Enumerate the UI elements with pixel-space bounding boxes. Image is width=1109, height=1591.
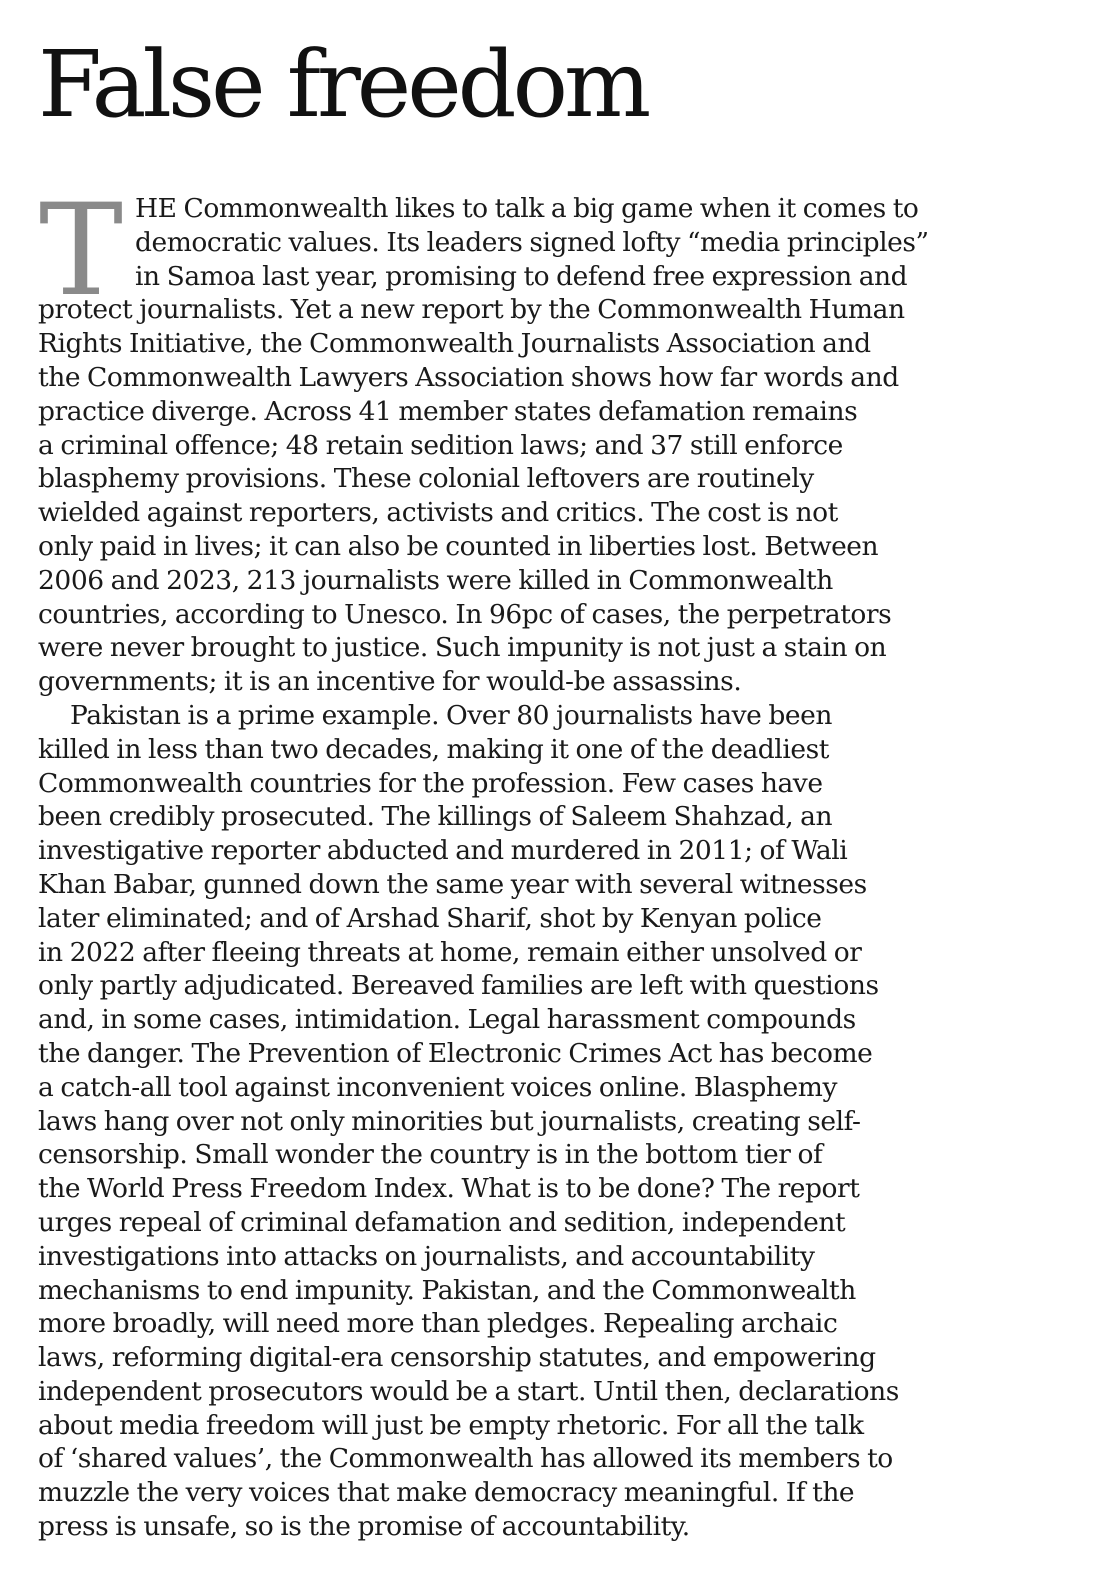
article-body xyxy=(38,177,1078,1544)
body-line: democratic values. Its leaders signed lofty “media principles” xyxy=(135,226,929,258)
body-line: muzzle the very voices that make democracy meaningful. If the xyxy=(38,1477,855,1509)
body-line: practice diverge. Across 41 member states defamation remains xyxy=(38,395,858,427)
body-line: mechanisms to end impunity. Pakistan, and the Commonwealth xyxy=(38,1274,856,1306)
body-line: press is unsafe, so is the promise of accountability. xyxy=(38,1511,690,1543)
body-line: Khan Babar, gunned down the same year with several witnesses xyxy=(38,868,867,900)
body-line: killed in less than two decades, making it one of the deadliest xyxy=(38,733,829,765)
drop-cap: T xyxy=(38,177,124,324)
body-line: blasphemy provisions. These colonial leftovers are routinely xyxy=(38,463,814,495)
body-line: a criminal offence; 48 retain sedition laws; and 37 still enforce xyxy=(38,429,843,461)
body-line: countries, according to Unesco. In 96pc of cases, the perpetrators xyxy=(38,598,892,630)
body-line: protect journalists. Yet a new report by the Commonwealth Human xyxy=(38,294,905,326)
body-line: were never brought to justice. Such impunity is not just a stain on xyxy=(38,632,887,664)
body-line: a catch-all tool against inconvenient voices online. Blasphemy xyxy=(38,1071,837,1103)
headline: False freedom xyxy=(38,31,648,138)
body-line: independent prosecutors would be a start. Until then, declarations xyxy=(38,1375,899,1407)
body-line: in Samoa last year, promising to defend free expression and xyxy=(135,260,908,292)
body-line: urges repeal of criminal defamation and sedition, independent xyxy=(38,1206,846,1238)
body-line: governments; it is an incentive for would-be assassins. xyxy=(38,666,742,698)
body-line: more broadly, will need more than pledges. Repealing archaic xyxy=(38,1308,838,1340)
body-line: in 2022 after fleeing threats at home, remain either unsolved or xyxy=(38,936,862,968)
body-line: the World Press Freedom Index. What is to be done? The report xyxy=(38,1173,860,1205)
body-line: of ‘shared values’, the Commonwealth has allowed its members to xyxy=(38,1443,893,1475)
body-line: Pakistan is a prime example. Over 80 journalists have been xyxy=(70,699,832,731)
body-line: censorship. Small wonder the country is in the bottom tier of xyxy=(38,1139,823,1171)
body-line: laws hang over not only minorities but journalists, creating self- xyxy=(38,1105,861,1137)
body-line: about media freedom will just be empty rhetoric. For all the talk xyxy=(38,1409,864,1441)
body-line: Rights Initiative, the Commonwealth Journalists Association and xyxy=(38,328,871,360)
body-line: and, in some cases, intimidation. Legal harassment compounds xyxy=(38,1004,856,1036)
body-line: investigations into attacks on journalists, and accountability xyxy=(38,1240,815,1272)
editorial-article xyxy=(38,30,1078,1544)
body-line: the Commonwealth Lawyers Association shows how far words and xyxy=(38,361,899,393)
body-line: only partly adjudicated. Bereaved families are left with questions xyxy=(38,970,879,1002)
body-line: wielded against reporters, activists and critics. The cost is not xyxy=(38,497,838,529)
body-line: only paid in lives; it can also be counted in liberties lost. Between xyxy=(38,530,879,562)
body-line: laws, reforming digital-era censorship statutes, and empowering xyxy=(38,1342,876,1374)
body-line: been credibly prosecuted. The killings of Saleem Shahzad, an xyxy=(38,801,833,833)
body-line: HE Commonwealth likes to talk a big game when it comes to xyxy=(135,193,919,224)
body-line: later eliminated; and of Arshad Sharif, shot by Kenyan police xyxy=(38,902,822,934)
body-line: Commonwealth countries for the profession. Few cases have xyxy=(38,767,823,799)
body-line: investigative reporter abducted and murdered in 2011; of Wali xyxy=(38,835,848,867)
body-line: 2006 and 2023, 213 journalists were killed in Commonwealth xyxy=(38,564,833,596)
body-line: the danger. The Prevention of Electronic Crimes Act has become xyxy=(38,1037,873,1069)
